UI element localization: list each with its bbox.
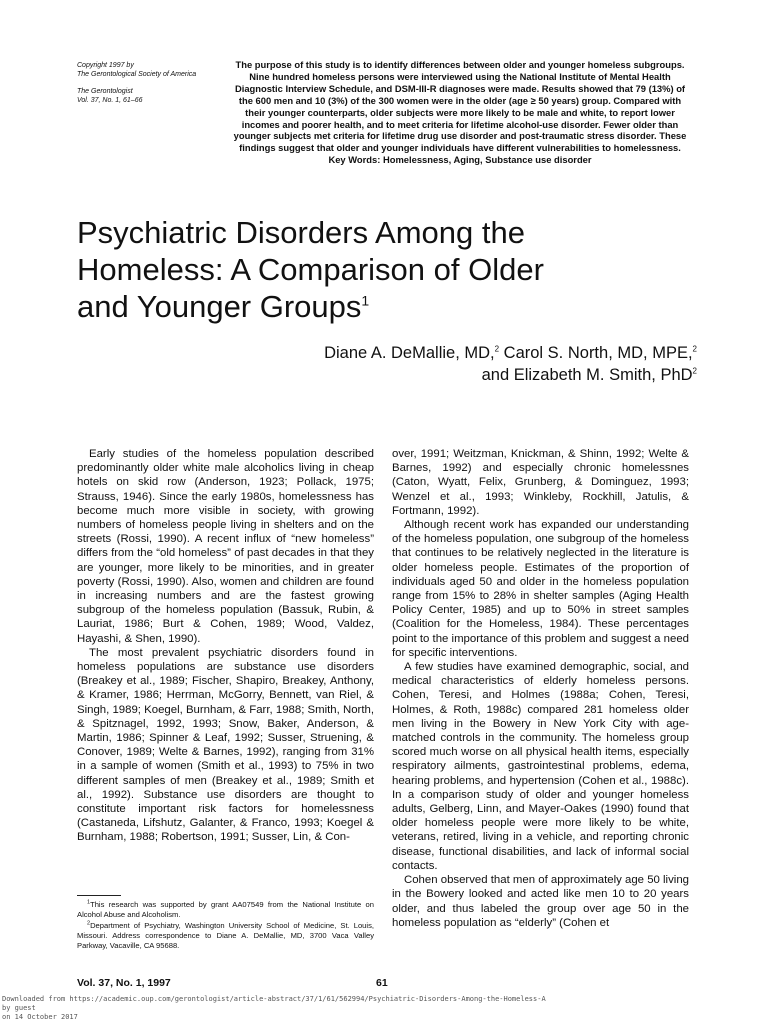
author-affiliation-mark: 2 [692,366,697,376]
journal-name: The Gerontologist [77,88,133,95]
title-line-2: Homeless: A Comparison of Older [77,252,544,287]
article-title [77,214,697,325]
body-paragraph: Early studies of the homeless population described predominantly older white male alcoholics living in cheap hotels on skid row (Anderson, 1923; Pollack, 1975; Strauss, 1946). Since the early 1980s, homelessness has become much more visible in society, with growing numbers of homeless people living in shelters and on the streets (Rossi, 1990). A recent influx of “new homeless” differs from the “old homeless” of past decades in that they are younger, more likely to be minorities, and in greater poverty (Rossi, 1990). Also, women and children are found in increasing numbers and are the fastest growing subgroup of the homeless population (Bassuk, Rubin, & Lauriat, 1986; Burt & Cohen, 1989; Wood, Valdez, Hayashi, & Shen, 1990). [77,448,374,645]
body-paragraph: over, 1991; Weitzman, Knickman, & Shinn, 1992; Welte & Barnes, 1992) and especially chronic homelessnes (Caton, Wyatt, Felix, Grunberg, & Dominguez, 1993; Wenzel et al., 1993; Winkleby, Rockhill, Jatulis, & Fortmann, 1992). [392,448,689,517]
page-footer [77,977,697,989]
title-line-1: Psychiatric Disorders Among the [77,215,525,250]
abstract-text: The purpose of this study is to identify differences between older and younger homeless subgroups. Nine hundred homeless persons were interviewed using the National Institute of Mental Health Diagnostic Interview Schedule, and DSM-III-R diagnoses were made. Results showed that 79 (13%) of the 600 men and 10 (3%) of the 300 women were in the older (age ≥ 50 years) group. Compared with their younger counterparts, older subjects were more likely to be male and white, to report lower incomes and poorer health, and to meet criteria for lifetime alcohol-use disorder. Fewer older than younger subjects met criteria for lifetime drug use disorder and post-traumatic stress disorder. These findings suggest that older and younger individuals have different vulnerabilities to homelessness. [233,59,687,154]
download-notice [2,995,768,1021]
footnote-mark: 2 [87,920,91,927]
title-line-3: and Younger Groups [77,289,362,324]
abstract [232,59,688,166]
footnote-divider [77,895,121,896]
footnote-text: This research was supported by grant AA07549 from the National Institute on Alcohol Abuse and Alcoholism. [77,900,374,920]
society-name: The Gerontological Society of America [77,71,197,78]
author-affiliation-mark: 2 [692,344,697,354]
footnote-text: Department of Psychiatry, Washington University School of Medicine, St. Louis, Missouri. Address correspondence to Diane A. DeMallie, MD, 3700 Vaca Valley Parkway, Vacaville, CA 95688. [77,920,374,951]
keywords: Key Words: Homelessness, Aging, Substance use disorder [328,154,592,166]
issue-info: Vol. 37, No. 1, 1997 [77,977,171,989]
author-line-1 [240,342,697,364]
body-paragraph: The most prevalent psychiatric disorders found in homeless populations are substance use disorders (Breakey et al., 1989; Fischer, Shapiro, Breakey, Anthony, & Kramer, 1986; Herrman, McGorry, Bennett, van Riel, & Singh, 1989; Koegel, Burnham, & Farr, 1988; Smith, North, & Spitznagel, 1992, 1993; Snow, Baker, Anderson, & Martin, 1986; Spinner & Leaf, 1992; Susser, Struening, & Conover, 1989; Welte & Barnes, 1992), ranging from 31% in a sample of women (Smith et al., 1993) to 75% in two different samples of men (Breakey et al., 1989; Smith et al., 1992). Substance use disorders are thought to constitute important risk factors for homelessness (Castaneda, Lifshutz, Galanter, & Franco, 1993; Koegel & Burnham, 1988; Robertson, 1991; Susser, Lin, & Con- [77,646,374,844]
body-paragraph: A few studies have examined demographic, social, and medical characteristics of elderly homeless persons. Cohen, Teresi, and Holmes (1988a; Cohen, Teresi, Holmes, & Roth, 1988c) compared 281 homeless older men living in the Bowery in New York City with age-matched controls in the community. The homeless group scored much worse on all physical health items, especially respiratory ailments, gastrointestinal problems, edema, hearing problems, and hypertension (Cohen et al., 1988c). In a comparison study of older and younger homeless adults, Gelberg, Linn, and Mayer-Oakes (1990) found that older homeless people were more likely to be white, veterans, retired, living in a vehicle, and reporting chronic disease, functional disabilities, and lack of informal social contacts. [392,661,689,872]
body-column-left [77,447,374,845]
page-number: 61 [376,977,388,989]
journal-meta [77,61,227,105]
download-url-line: Downloaded from https://academic.oup.com/gerontologist/article-abstract/37/1/61/562994/Psychiatric-Disorders-Among-the-Homeless-A [2,995,546,1003]
body-paragraph: Although recent work has expanded our understanding of the homeless population, one subgroup of the homeless that continues to be relatively neglected in the literature is older homeless people. Estimates of the proportion of individuals aged 50 and older in the homeless population range from 15% to 28% in shelter samples (Aging Health Policy Center, 1985) and up to 50% in street samples (Coalition for the Homeless, 1984). These percentages point to the importance of this problem and suggest a need for specific interventions. [392,519,689,659]
author-line-2 [240,364,697,386]
footnote-2 [77,921,374,952]
footnote-mark: 1 [87,899,91,906]
author-north: Carol S. North, MD, MPE, [499,344,693,362]
copyright-line: Copyright 1997 by [77,62,134,69]
download-by-line: by guest [2,1003,36,1012]
body-column-right [392,447,689,930]
footnote-1 [77,900,374,921]
author-affiliation-mark: 2 [494,344,500,354]
volume-info: Vol. 37, No. 1, 61–66 [77,97,143,104]
download-date-line: on 14 October 2017 [2,1012,78,1021]
author-list [240,342,697,386]
body-paragraph: Cohen observed that men of approximately age 50 living in the Bowery looked and acted like men 10 to 20 years older, and thus labeled the group over age 50 in the homeless population as “elderly” (Cohen et [392,874,689,929]
title-footnote-mark: 1 [361,292,370,309]
footnotes [77,900,374,951]
author-smith: and Elizabeth M. Smith, PhD [481,366,693,384]
author-demallie: Diane A. DeMallie, MD, [324,344,495,362]
